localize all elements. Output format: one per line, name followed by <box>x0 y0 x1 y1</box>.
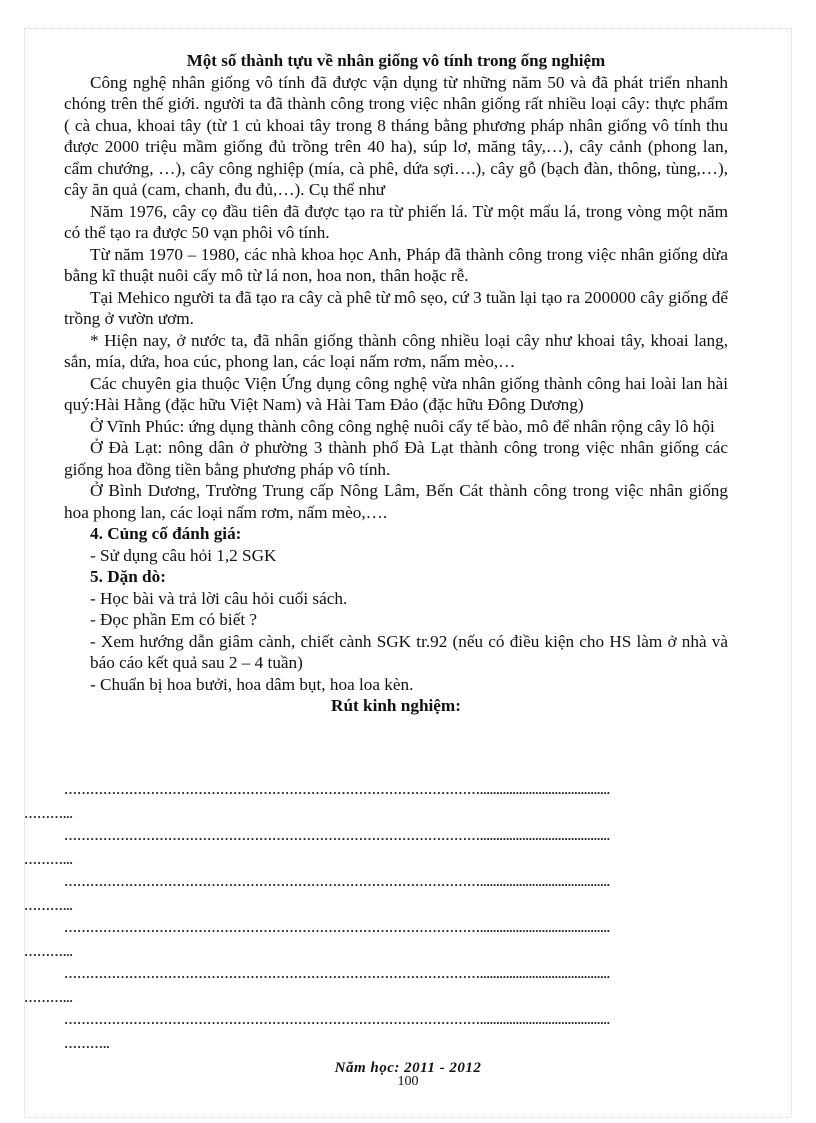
dot-line: ……………………………………………………………………………………........................................ <box>64 875 610 889</box>
paragraph-5: * Hiện nay, ở nước ta, đã nhân giống thành công nhiều loại cây như khoai tây, khoai lang, sắn, mía, dứa, hoa cúc, phong lan, các loại nấm rơm, nấm mèo,… <box>64 330 728 371</box>
dot-line: ……………………………………………………………………………………........................................ <box>64 1013 610 1027</box>
document-title: Một số thành tựu về nhân giống vô tính trong ống nghiệm <box>186 51 606 70</box>
dot-line: ……………………………………………………………………………………........................................ <box>64 783 610 797</box>
school-year: Năm học: 2011 - 2012 <box>334 1060 482 1076</box>
paragraph-9: Ở Bình Dương, Trường Trung cấp Nông Lâm, Bến Cát thành công trong việc nhân giống hoa phong lan, các loại nấm rơm, nấm mèo,…. <box>64 481 728 522</box>
dot-line: ……………………………………………………………………………………........................................ <box>64 921 610 935</box>
section-4-heading: 4. Củng cố đánh giá: <box>90 524 242 543</box>
paragraph-2: Năm 1976, cây cọ đầu tiên đã được tạo ra từ phiến lá. Từ một mẩu lá, trong vòng một năm có thể tạo ra được 50 vạn phôi vô tính. <box>64 201 728 242</box>
section-5-item-2: - Đọc phần Em có biết ? <box>90 610 258 629</box>
document-body <box>64 50 728 717</box>
paragraph-6: Các chuyên gia thuộc Viện Ứng dụng công nghệ vừa nhân giống thành công hai loài lan hài quý:Hài Hằng (đặc hữu Việt Nam) và Hài Tam Đảo (đặc hữu Đông Dương) <box>64 373 728 414</box>
dot-line-short: ………... <box>24 899 73 913</box>
paragraph-3: Từ năm 1970 – 1980, các nhà khoa học Anh, Pháp đã thành công trong việc nhân giống dừa bằng kĩ thuật nuôi cấy mô từ lá non, hoa non, thân hoặc rễ. <box>64 244 728 285</box>
page-footer <box>0 1060 816 1089</box>
section-5-item-3: - Xem hướng dẫn giâm cành, chiết cành SGK tr.92 (nếu có điều kiện cho HS làm ở nhà và báo cáo kết quả sau 2 – 4 tuần) <box>90 631 728 672</box>
paragraph-8: Ở Đà Lạt: nông dân ở phường 3 thành phố Đà Lạt thành công trong việc nhân giống các giống hoa đồng tiền bằng phương pháp vô tính. <box>64 438 728 479</box>
page-number: 100 <box>397 1074 419 1089</box>
dot-line-short: ………... <box>24 991 73 1005</box>
dot-line-short-last: ……….. <box>64 1037 110 1051</box>
dot-line-short: ………... <box>24 945 73 959</box>
dot-line: ……………………………………………………………………………………........................................ <box>64 967 610 981</box>
section-5-item-4: - Chuẩn bị hoa bưởi, hoa dâm bụt, hoa loa kèn. <box>90 674 414 694</box>
dot-line-short: ………... <box>24 853 73 867</box>
section-5-item-1: - Học bài và trả lời câu hỏi cuối sách. <box>90 588 348 608</box>
paragraph-1: Công nghệ nhân giống vô tính đã được vận dụng từ những năm 50 và đã phát triển nhanh chóng trên thế giới. người ta đã thành công trong việc nhân giống rất nhiều loại cây: thực phẩm ( cà chua, khoai tây (từ 1 củ khoai tây trong 8 tháng bằng phương pháp nhân giống vô tính thu được 2000 triệu mầm giống đủ trồng trên 40 ha), súp lơ, măng tây,…), cây cảnh (phong lan, cẩm chướng, …), cây công nghiệp (mía, cà phê, dứa sợi….), cây gỗ (bạch đàn, thông, tùng,…), cây ăn quả (cam, chanh, đu đủ,…). Cụ thể như <box>64 72 728 199</box>
section-5-heading: 5. Dặn dò: <box>90 567 166 586</box>
paragraph-4: Tại Mehico người ta đã tạo ra cây cà phê từ mô sẹo, cứ 3 tuần lại tạo ra 200000 cây giống để trồng ở vườn ươm. <box>64 287 728 328</box>
notes-lines <box>24 783 724 1051</box>
dot-line-short: ………... <box>24 807 73 821</box>
section-4-item: - Sử dụng câu hỏi 1,2 SGK <box>90 545 277 565</box>
dot-line: ……………………………………………………………………………………........................................ <box>64 829 610 843</box>
experience-heading: Rút kinh nghiệm: <box>331 696 461 715</box>
paragraph-7: Ở Vĩnh Phúc: ứng dụng thành công công nghệ nuôi cấy tế bào, mô để nhân rộng cây lô hội <box>90 416 715 436</box>
